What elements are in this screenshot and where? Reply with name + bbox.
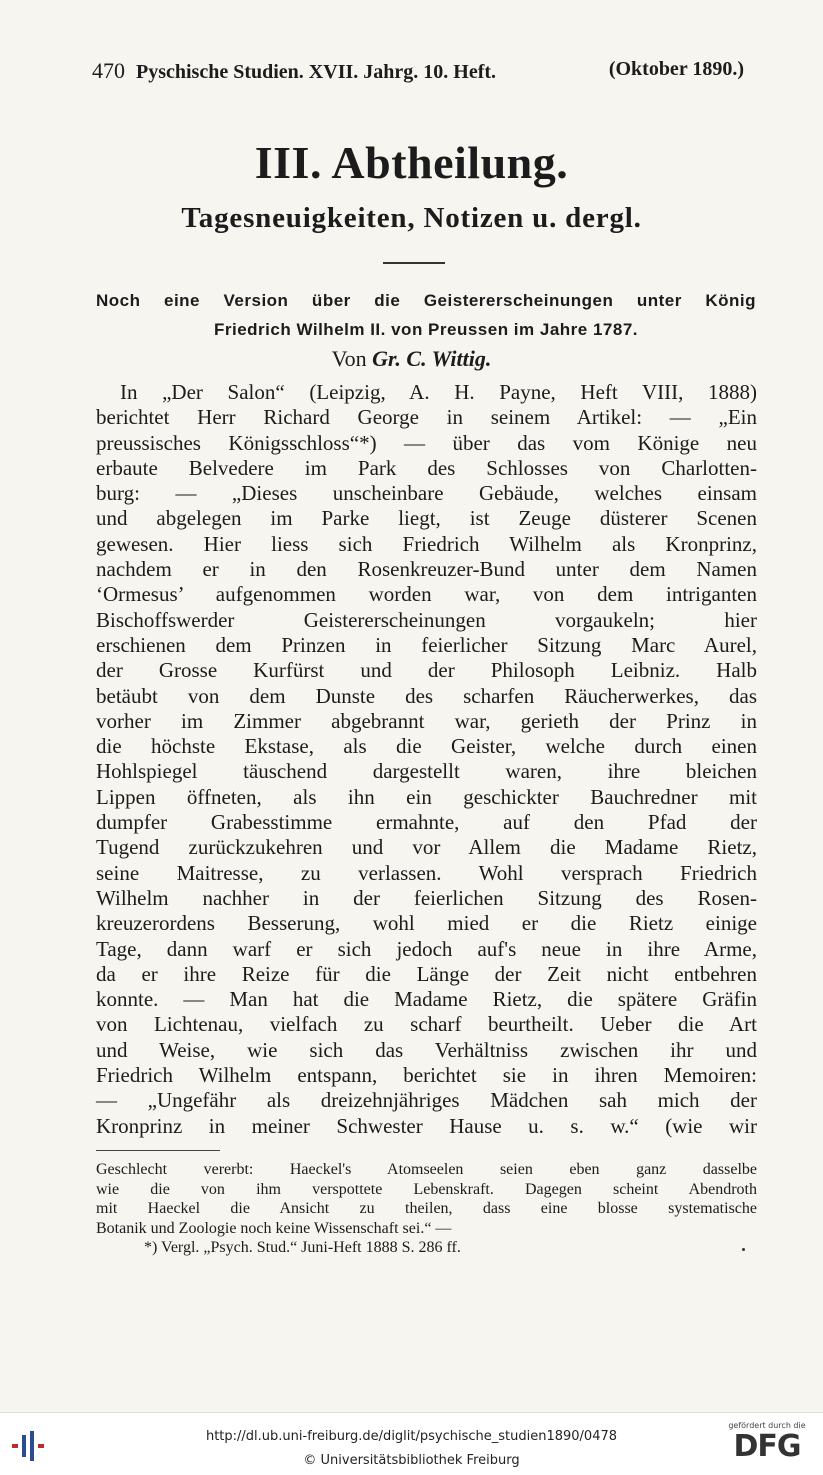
text-line: der Grosse Kurfürst und der Philosoph Leibniz. Halb	[96, 658, 757, 683]
footnote-line: *) Vergl. „Psych. Stud.“ Juni-Heft 1888 S. 286 ff.	[144, 1239, 461, 1256]
issue-date: (Oktober 1890.)	[608, 58, 744, 80]
copyright-notice: © Universitätsbibliothek Freiburg	[303, 1453, 520, 1468]
text-line: Bischoffswerder Geistererscheinungen vorgaukeln; hier	[96, 607, 757, 632]
text-line: berichtet Herr Richard George in seinem Artikel: — „Ein	[96, 405, 757, 430]
text-line: und Weise, wie sich das Verhältniss zwischen ihr und	[96, 1037, 757, 1062]
text-line: Friedrich Wilhelm entspann, berichtet sie in ihren Memoiren:	[96, 1063, 757, 1088]
text-line: erbaute Belvedere im Park des Schlosses von Charlotten-	[96, 455, 757, 480]
text-line: Lippen öffneten, als ihn ein geschickter Bauchredner mit	[96, 784, 757, 809]
running-head	[92, 58, 744, 84]
text-line: Wilhelm nachher in der feierlichen Sitzung des Rosen-	[96, 885, 757, 910]
ink-speck	[742, 1248, 745, 1251]
dfg-logo	[721, 1421, 813, 1471]
section-subtitle: Tagesneuigkeiten, Notizen u. dergl.	[181, 202, 642, 234]
author-prefix: Von	[331, 346, 367, 371]
text-line: die höchste Ekstase, als die Geister, welche durch einen	[96, 734, 757, 759]
text-line: preussisches Königsschloss“*) — über das vom Könige neu	[96, 430, 757, 455]
text-line: In „Der Salon“ (Leipzig, A. H. Payne, Heft VIII, 1888)	[120, 380, 757, 404]
section-title: III. Abtheilung.	[254, 137, 569, 188]
article-author	[0, 346, 823, 372]
text-line: nachdem er in den Rosenkreuzer-Bund unter dem Namen	[96, 557, 757, 582]
text-line: ‘Ormesus’ aufgenommen worden war, von dem intriganten	[96, 582, 757, 607]
footnote-line: Botanik und Zoologie noch keine Wissenschaft sei.“ —	[96, 1219, 452, 1237]
footnote-line: Geschlecht vererbt: Haeckel's Atomseelen seien eben ganz dasselbe	[96, 1161, 757, 1178]
text-line: erschienen dem Prinzen in feierlicher Sitzung Marc Aurel,	[96, 632, 757, 657]
text-line: dumpfer Grabesstimme ermahnte, auf den Pfad der	[96, 810, 757, 835]
text-line: vorher im Zimmer abgebrannt war, gerieth der Prinz in	[96, 708, 757, 733]
text-line: kreuzerordens Besserung, wohl mied er die Rietz einige	[96, 911, 757, 936]
text-line: betäubt von dem Dunste des scharfen Räucherwerkes, das	[96, 683, 757, 708]
footnote-line: mit Haeckel die Ansicht zu theilen, dass eine blosse systematische	[96, 1200, 757, 1217]
text-line: und abgelegen im Parke liegt, ist Zeuge düsterer Scenen	[96, 506, 757, 531]
footnote-line: wie die von ihm verspottete Lebenskraft. Dagegen scheint Abendroth	[96, 1180, 757, 1198]
text-line: Kronprinz in meiner Schwester Hause u. s. w.“ (wie wir	[96, 1113, 757, 1138]
text-line: Tugend zurückzukehren und vor Allem die Madame Rietz,	[96, 835, 757, 860]
article-title	[96, 286, 756, 344]
text-line: seine Maitresse, zu verlassen. Wohl versprach Friedrich	[96, 860, 757, 885]
article-body	[96, 380, 757, 1139]
running-title: Pyschische Studien. XVII. Jahrg. 10. Heft.	[136, 61, 497, 83]
text-line: — „Ungefähr als dreizehnjähriges Mädchen sah mich der	[96, 1088, 757, 1113]
text-line: burg: — „Dieses unscheinbare Gebäude, welches einsam	[96, 481, 757, 506]
text-line: da er ihre Reize für die Länge der Zeit nicht entbehren	[96, 961, 757, 986]
text-line: von Lichtenau, vielfach zu scharf beurtheilt. Ueber die Art	[96, 1012, 757, 1037]
text-line: Hohlspiegel täuschend dargestellt waren, ihre bleichen	[96, 759, 757, 784]
article-title-line: Noch eine Version über die Geistererscheinungen unter König	[96, 291, 756, 310]
text-line: konnte. — Man hat die Madame Rietz, die spätere Gräfin	[96, 987, 757, 1012]
title-divider	[383, 262, 445, 264]
permalink-url[interactable]: http://dl.ub.uni-freiburg.de/diglit/psychische_studien1890/0478	[205, 1429, 618, 1444]
text-line: gewesen. Hier liess sich Friedrich Wilhelm als Kronprinz,	[96, 531, 757, 556]
article-title-line: Friedrich Wilhelm II. von Preussen im Jahre 1787.	[214, 320, 638, 339]
viewer-footer	[0, 1412, 823, 1475]
dfg-logo-text: DFG	[733, 1429, 801, 1464]
sponsor-caption: gefördert durch die	[728, 1421, 806, 1430]
footnote-divider	[96, 1150, 220, 1151]
footnotes	[96, 1160, 757, 1258]
text-line: Tage, dann warf er sich jedoch auf's neue in ihre Arme,	[96, 936, 757, 961]
author-name: Gr. C. Wittig.	[372, 346, 492, 371]
page-number: 470	[92, 58, 125, 83]
